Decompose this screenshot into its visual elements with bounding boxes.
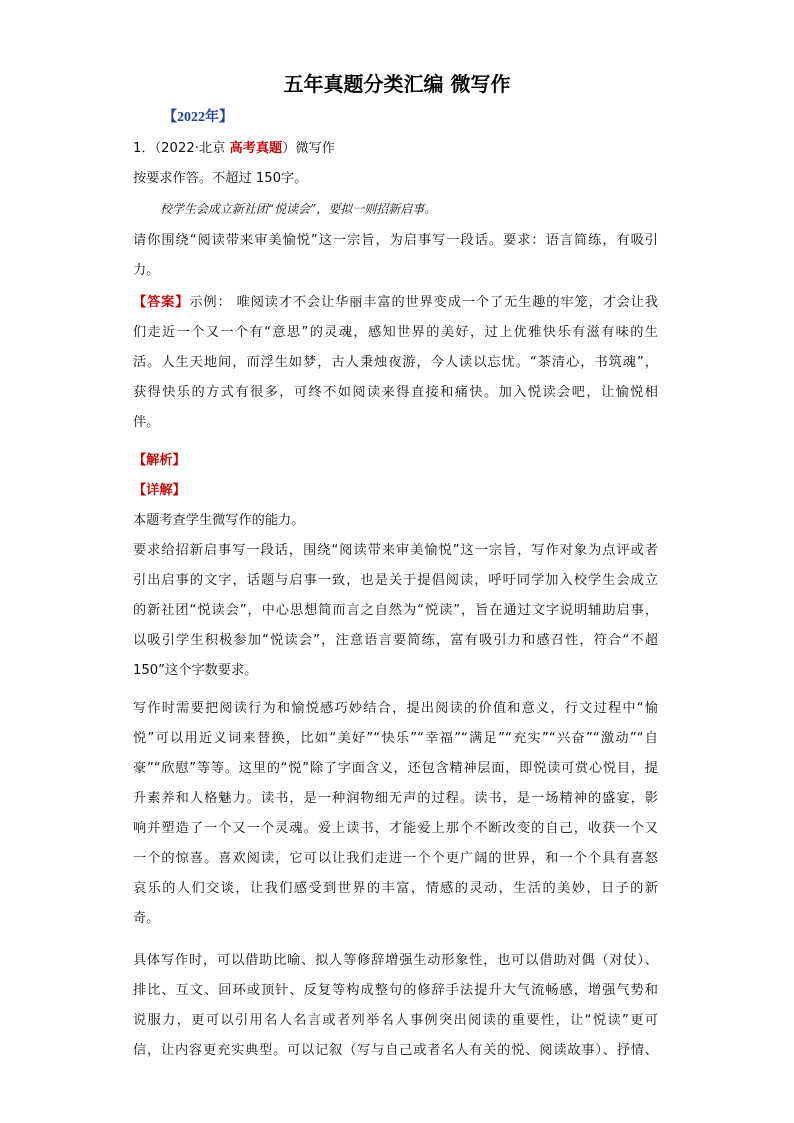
paragraph-line: 要求给招新启事写一段话，围绕“阅读带来审美愉悦”这一宗旨，写作对象为点评或者 <box>133 543 658 558</box>
answer-block <box>133 288 658 438</box>
page-title: 五年真题分类汇编 微写作 <box>283 72 511 96</box>
analysis-paragraph-3 <box>133 694 658 934</box>
task-line: 请你围绕“阅读带来审美愉悦”这一宗旨，为启事写一段话。要求：语言简练，有吸引 <box>133 233 658 248</box>
paragraph-line: 的新社团“悦读会”，中心思想简而言之自然为“悦读”，旨在通过文字说明辅助启事， <box>133 603 658 618</box>
year-heading: 【2022年】 <box>163 110 233 125</box>
question-type: ）微写作 <box>282 141 335 156</box>
answer-line: 们走近一个又一个有“意思”的灵魂，感知世界的美好，过上优雅快乐有滋有味的生 <box>133 325 658 340</box>
detail-label: 【详解】 <box>133 483 186 498</box>
answer-line: 获得快乐的方式有很多，可终不如阅读来得直接和痛快。加入悦读会吧，让愉悦相 <box>133 385 658 400</box>
answer-line: 【答案】示例： 唯阅读才不会让华丽丰富的世界变成一个了无生趣的牢笼，才会让我 <box>133 295 658 310</box>
paragraph-line: 具体写作时，可以借助比喻、拟人等修辞增强生动形象性，也可以借助对偶（对仗）、 <box>133 953 658 968</box>
analysis-paragraph-4 <box>133 946 658 1066</box>
paragraph-line: 升素养和人格魅力。读书，是一种润物细无声的过程。读书，是一场精神的盛宴，影 <box>133 791 658 806</box>
answer-line: 活。人生天地间，而浮生如梦，古人秉烛夜游，今人读以忘忧。“茶清心，书筑魂”， <box>133 355 658 370</box>
question-prompt: 校学生会成立新社团“悦读会”，要拟一则招新启事。 <box>160 202 437 216</box>
question-source: （2022·北京 <box>154 141 230 156</box>
paragraph-line: 说服力，更可以引用名人名言或者列举名人事例突出阅读的重要性，让“悦读”更可 <box>133 1013 658 1028</box>
analysis-label: 【解析】 <box>133 453 186 468</box>
paragraph-line: 悦”可以用近义词来替换，比如“美好”“快乐”“幸福”“满足”“充实”“兴奋”“激动”“自 <box>133 731 658 746</box>
analysis-paragraph-1: 本题考查学生微写作的能力。 <box>133 513 305 528</box>
question-number: 1． <box>133 141 155 156</box>
paragraph-line: 一个的惊喜。喜欢阅读，它可以让我们走进一个个更广阔的世界，和一个个具有喜怒 <box>133 851 658 866</box>
paragraph-line: 信，让内容更充实典型。可以记叙（写与自己或者名人有关的悦、阅读故事）、抒情、 <box>133 1043 658 1058</box>
analysis-paragraph-2 <box>133 536 658 686</box>
paragraph-line: 哀乐的人们交谈，让我们感受到世界的丰富，情感的灵动，生活的美妙，日子的新 <box>133 881 658 896</box>
paragraph-line: 豪”“欣慰”等等。这里的“悦”除了字面含义，还包含精神层面，即悦读可赏心悦目，提 <box>133 761 658 776</box>
paragraph-line: 奇。 <box>133 911 160 926</box>
paragraph-line: 引出启事的文字，话题与启事一致，也是关于提倡阅读，呼吁同学加入校学生会成立 <box>133 573 658 588</box>
question-header <box>133 134 658 194</box>
task-line: 力。 <box>133 263 160 278</box>
question-task <box>133 226 658 286</box>
question-instruction: 按要求作答。不超过 150字。 <box>133 171 308 186</box>
answer-label: 【答案】 <box>133 295 190 310</box>
source-tag: 高考真题 <box>229 141 283 156</box>
paragraph-line: 以吸引学生积极参加“悦读会”，注意语言要简练，富有吸引力和感召性，符合“不超 <box>133 633 658 648</box>
answer-line: 伴。 <box>133 415 160 430</box>
paragraph-line: 排比、互文、回环或顶针、反复等构成整句的修辞手法提升大气流畅感，增强气势和 <box>133 983 658 998</box>
paragraph-line: 150”这个字数要求。 <box>133 663 258 678</box>
analysis-labels <box>133 446 658 536</box>
paragraph-line: 响并塑造了一个又一个灵魂。爱上读书，才能爱上那个不断改变的自己，收获一个又 <box>133 821 658 836</box>
paragraph-line: 写作时需要把阅读行为和愉悦感巧妙结合，提出阅读的价值和意义，行文过程中“愉 <box>133 701 658 716</box>
